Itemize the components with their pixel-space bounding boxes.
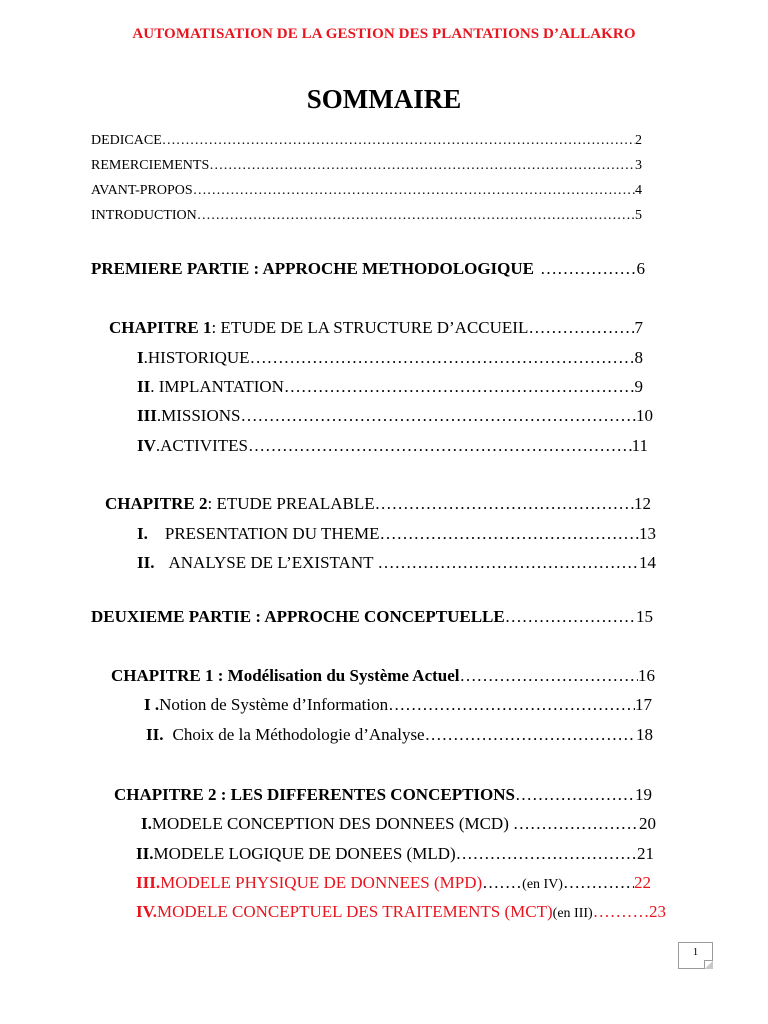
toc-entry-dedicace	[91, 133, 642, 149]
toc-leader	[563, 873, 634, 893]
toc-label-bold: CHAPITRE 2	[105, 494, 208, 513]
toc-entry-chapitre2-conceptions	[114, 785, 652, 805]
toc-label: .HISTORIQUE	[143, 348, 250, 367]
toc-label: INTRODUCTION	[91, 208, 197, 223]
toc-num: II.	[137, 553, 155, 572]
toc-label: .ACTIVITES	[155, 436, 248, 455]
toc-page: 18	[636, 725, 653, 744]
toc-page: 6	[636, 259, 645, 278]
toc-entry-chapitre1-modelisation	[111, 666, 655, 686]
toc-leader	[197, 208, 635, 224]
toc-label: MODELE LOGIQUE DE DONEES (MLD)	[153, 844, 456, 863]
document-header: AUTOMATISATION DE LA GESTION DES PLANTATIONS D’ALLAKRO	[132, 26, 636, 42]
toc-page: 21	[637, 844, 654, 863]
toc-num: IV	[137, 436, 156, 455]
toc-leader	[375, 494, 634, 514]
toc-leader	[240, 406, 636, 426]
toc-label: REMERCIEMENTS	[91, 158, 210, 173]
toc-entry-mpd	[136, 873, 651, 893]
toc-entry-missions	[137, 406, 653, 426]
toc-leader	[248, 436, 632, 456]
toc-label-bold: CHAPITRE 1	[109, 318, 212, 337]
toc-entry-historique	[137, 348, 643, 368]
toc-leader	[482, 873, 522, 893]
toc-label: : ETUDE PREALABLE	[207, 494, 375, 513]
toc-entry-activites	[137, 436, 648, 456]
toc-entry-analyse-existant	[137, 553, 656, 573]
toc-page: 11	[631, 436, 648, 455]
toc-num: III	[137, 406, 157, 425]
toc-num: IV.	[136, 902, 157, 921]
toc-entry-notion-si	[144, 695, 652, 715]
toc-leader	[379, 524, 639, 544]
toc-page: 7	[634, 318, 643, 337]
toc-page: 2	[635, 133, 642, 148]
toc-label: Choix de la Méthodologie d’Analyse	[172, 725, 425, 744]
toc-page: 12	[634, 494, 651, 513]
toc-label: CHAPITRE 1 : Modélisation du Système Actuel	[111, 666, 460, 685]
toc-num: II.	[146, 725, 164, 744]
toc-page: 14	[639, 553, 656, 572]
toc-leader	[388, 695, 635, 715]
toc-entry-avant-propos	[91, 183, 642, 199]
toc-entry-mct	[136, 902, 666, 922]
toc-note: (en IV)	[522, 877, 563, 892]
toc-num: I.	[137, 524, 148, 543]
toc-entry-introduction	[91, 208, 642, 224]
toc-num: I.	[141, 814, 152, 833]
toc-entry-choix-methodologie	[146, 725, 653, 745]
toc-label: DEUXIEME PARTIE : APPROCHE CONCEPTUELLE	[91, 607, 505, 626]
toc-leader	[540, 259, 636, 279]
toc-leader	[193, 183, 635, 199]
toc-page: 8	[634, 348, 643, 367]
toc-entry-deuxieme-partie	[91, 607, 653, 627]
toc-label: CHAPITRE 2 : LES DIFFERENTES CONCEPTIONS	[114, 785, 515, 804]
toc-page: 15	[636, 607, 653, 626]
toc-page: 3	[635, 158, 642, 173]
toc-leader	[515, 785, 635, 805]
toc-label: .MISSIONS	[156, 406, 241, 425]
toc-leader	[425, 725, 636, 745]
toc-entry-mld	[136, 844, 654, 864]
toc-num: I .	[144, 695, 160, 714]
toc-label: MODELE CONCEPTUEL DES TRAITEMENTS (MCT)	[156, 902, 553, 921]
toc-leader	[460, 666, 639, 686]
toc-leader	[250, 348, 635, 368]
toc-note: (en III)	[552, 906, 593, 921]
toc-leader	[593, 902, 649, 922]
toc-entry-chapitre2-prealable	[105, 494, 651, 514]
toc-leader	[284, 377, 635, 397]
toc-leader	[528, 318, 634, 338]
toc-entry-remerciements	[91, 158, 642, 174]
toc-num: II.	[136, 844, 154, 863]
toc-label: PREMIERE PARTIE : APPROCHE METHODOLOGIQUE	[91, 259, 535, 278]
toc-num: I	[137, 348, 144, 367]
toc-page: 13	[639, 524, 656, 543]
toc-page: 22	[634, 873, 651, 892]
toc-page: 17	[635, 695, 652, 714]
toc-num: III.	[136, 873, 161, 892]
toc-label: . IMPLANTATION	[150, 377, 284, 396]
toc-page: 9	[634, 377, 643, 396]
toc-label: Notion de Système d’Information	[159, 695, 389, 714]
toc-page: 20	[639, 814, 656, 833]
toc-entry-implantation	[137, 377, 643, 397]
page-number-text: 1	[692, 946, 699, 958]
toc-num: II	[137, 377, 151, 396]
toc-page: 4	[635, 183, 642, 198]
toc-leader	[162, 133, 635, 149]
toc-label: : ETUDE DE LA STRUCTURE D’ACCUEIL	[211, 318, 529, 337]
toc-leader	[513, 814, 639, 834]
toc-label: MODELE CONCEPTION DES DONNEES (MCD)	[151, 814, 509, 833]
toc-page: 16	[638, 666, 655, 685]
toc-leader	[456, 844, 637, 864]
toc-page: 23	[649, 902, 666, 921]
toc-page: 19	[635, 785, 652, 804]
toc-label: ANALYSE DE L’EXISTANT	[168, 553, 374, 572]
page-title: SOMMAIRE	[306, 84, 462, 114]
toc-page: 5	[635, 208, 642, 223]
toc-entry-premiere-partie	[91, 259, 645, 279]
toc-label: AVANT-PROPOS	[91, 183, 193, 198]
toc-entry-mcd	[141, 814, 656, 834]
toc-entry-chapitre1-structure	[109, 318, 643, 338]
toc-label: PRESENTATION DU THEME	[164, 524, 380, 543]
page-number	[678, 942, 713, 969]
page-fold-icon	[704, 960, 713, 969]
toc-label: MODELE PHYSIQUE DE DONNEES (MPD)	[160, 873, 483, 892]
toc-leader	[209, 158, 635, 174]
toc-page: 10	[636, 406, 653, 425]
toc-leader	[378, 553, 640, 573]
toc-leader	[505, 607, 636, 627]
toc-entry-presentation-theme	[137, 524, 656, 544]
toc-label: DEDICACE	[91, 133, 162, 148]
